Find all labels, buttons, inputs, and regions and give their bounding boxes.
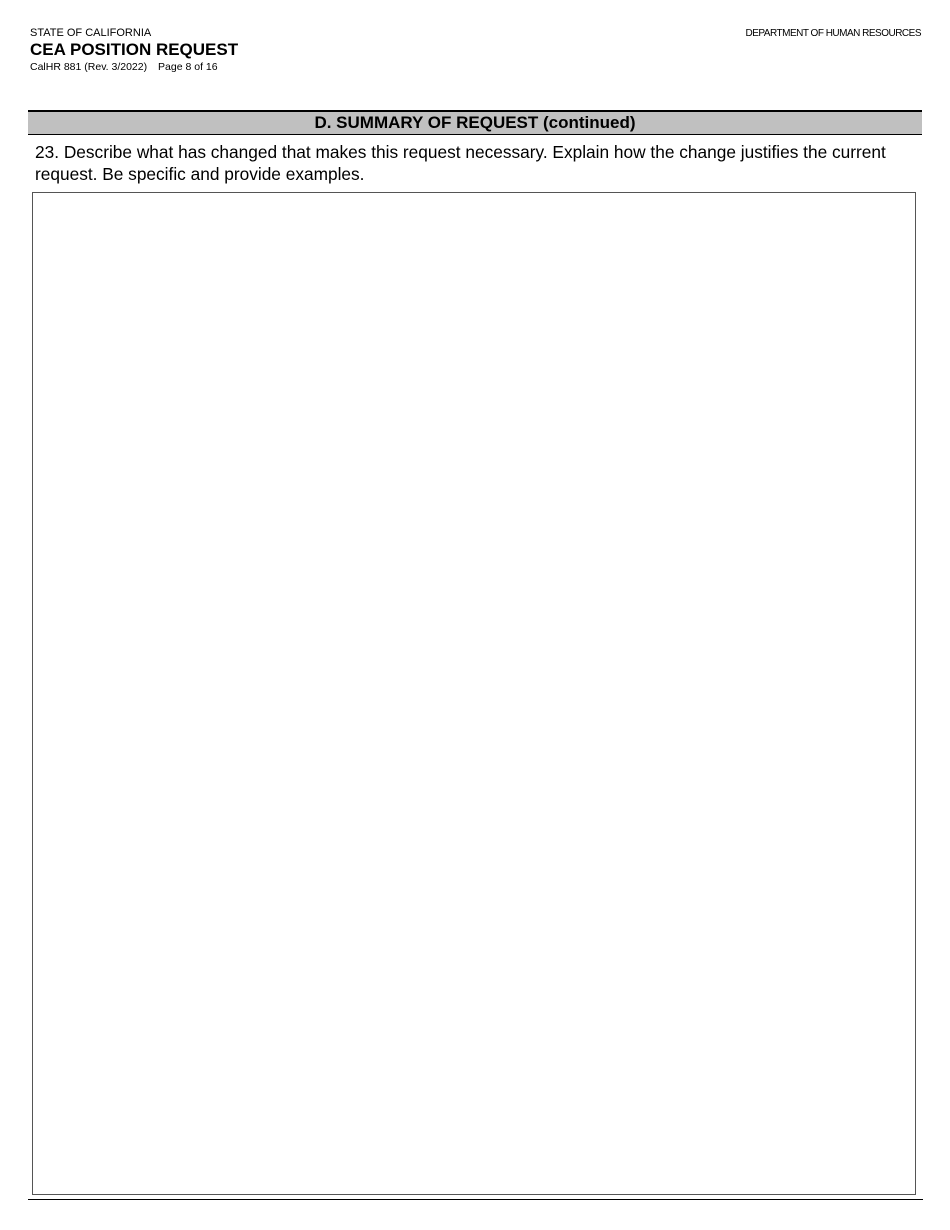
question-23-prompt: 23. Describe what has changed that makes this request necessary. Explain how the change justifies the current request. Be specific and provide examples.: [35, 142, 886, 184]
form-id: CalHR 881 (Rev. 3/2022): [30, 61, 148, 73]
form-header: [30, 27, 238, 74]
section-header: D. SUMMARY OF REQUEST (continued): [28, 110, 922, 135]
form-title: CEA POSITION REQUEST: [30, 40, 239, 59]
question-23-answer-field[interactable]: [32, 192, 916, 1195]
state-label: STATE OF CALIFORNIA: [30, 27, 152, 39]
page-number: Page 8 of 16: [158, 61, 218, 73]
form-meta: [30, 60, 238, 74]
bottom-divider: [28, 1199, 923, 1200]
department-label: DEPARTMENT OF HUMAN RESOURCES: [745, 28, 921, 39]
